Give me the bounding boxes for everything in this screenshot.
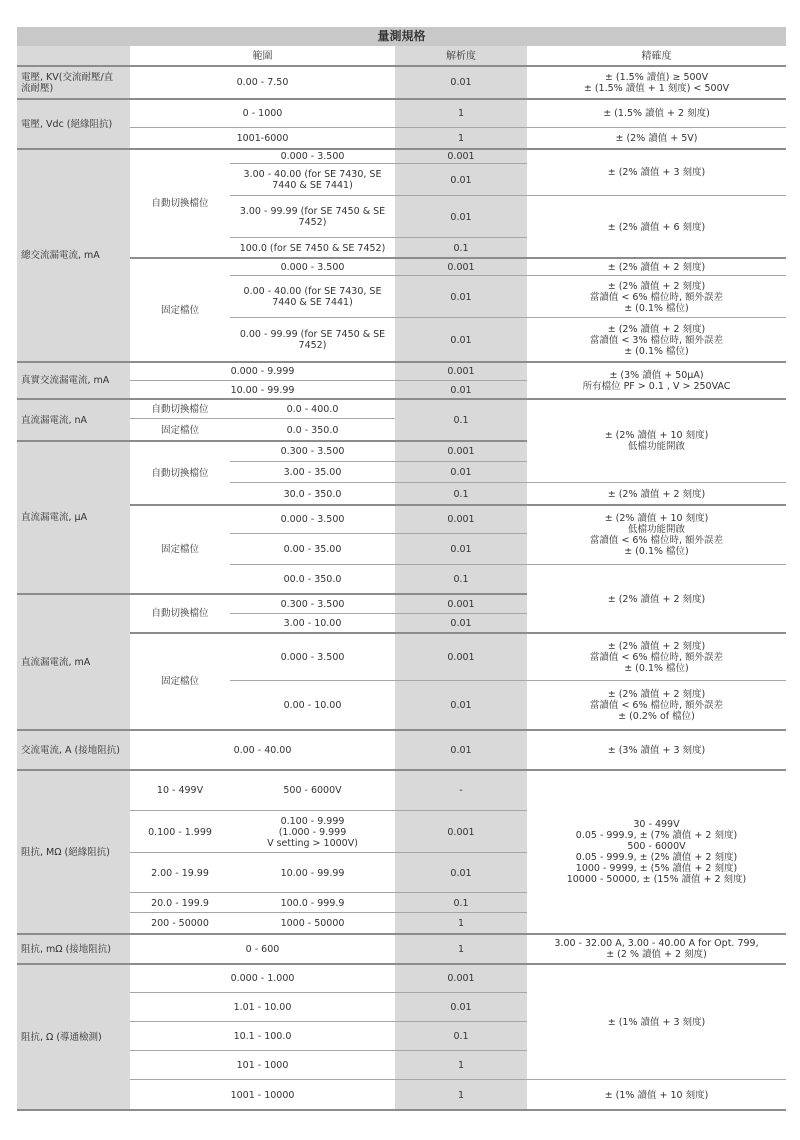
divider [230, 482, 786, 483]
ac-range-6: 0.00 - 40.00 (for SE 7430, SE 7440 & SE 7441) [243, 286, 382, 308]
ac-range-4: 100.0 (for SE 7450 & SE 7452) [239, 242, 386, 254]
label-dc-ma: 直流漏電流, mA [17, 594, 130, 730]
mohm-resolution-2: 0.001 [447, 826, 475, 838]
ac-resolution-2: 0.01 [450, 174, 472, 186]
label-res-mohm: 阻抗, MΩ (絕緣阻抗) [17, 770, 130, 934]
mohm-range-b-2: 0.100 - 9.999 (1.000 - 9.999 V setting > 1000V) [267, 815, 358, 849]
header-accuracy: 精確度 [641, 50, 672, 62]
ohm-resolution-5: 1 [457, 1089, 465, 1101]
mohm-range-b-4: 100.0 - 999.9 [280, 897, 345, 909]
ac-sub-fixed: 固定檔位 [160, 304, 199, 316]
ohm-resolution-4: 1 [457, 1060, 465, 1071]
label-vdc: 電壓, Vdc (絕緣阻抗) [17, 99, 130, 149]
ac-a-resolution: 0.01 [450, 744, 472, 756]
section-divider [130, 632, 786, 634]
na-range-1: 0.0 - 400.0 [286, 403, 339, 415]
na-range-2: 0.0 - 350.0 [286, 424, 339, 436]
ua-range-6: 00.0 - 350.0 [283, 574, 342, 585]
ohm-resolution-2: 0.01 [450, 1002, 472, 1013]
label-true-ac: 真實交流漏電流, mA [17, 362, 130, 399]
ma-resolution-3: 0.001 [447, 651, 475, 663]
label-res-mohm-ground: 阻抗, mΩ (接地阻抗) [17, 934, 130, 964]
divider [230, 195, 786, 196]
na-sub-auto: 自動切換檔位 [151, 403, 209, 415]
ua-range-1: 0.300 - 3.500 [280, 446, 345, 457]
ma-resolution-4: 0.01 [450, 700, 472, 711]
mohm-range-b-5: 1000 - 50000 [280, 918, 345, 929]
section-divider [17, 65, 786, 67]
ac-accuracy-1-2: ± (2% 讀值 + 3 刻度) [607, 167, 706, 178]
section-divider [17, 440, 527, 442]
divider [230, 564, 786, 565]
section-divider [17, 593, 527, 595]
mohm-ground-range: 0 - 600 [245, 943, 280, 955]
ac-accuracy-7: ± (2% 讀值 + 2 刻度) 當讀值 < 3% 檔位時, 額外誤差 ± (0.1% 檔位) [589, 323, 724, 357]
ac-accuracy-5: ± (2% 讀值 + 2 刻度) [607, 261, 706, 273]
section-divider [17, 729, 786, 731]
divider [230, 275, 786, 276]
divider [230, 317, 786, 318]
ac-resolution-1: 0.001 [447, 151, 475, 162]
section-divider [17, 933, 786, 935]
divider [230, 237, 527, 238]
ac-resolution-6: 0.01 [450, 291, 472, 303]
ohm-range-5: 1001 - 10000 [230, 1089, 295, 1101]
ohm-range-1: 0.000 - 1.000 [230, 973, 295, 984]
ac-resolution-4: 0.1 [453, 242, 469, 254]
divider [130, 912, 527, 913]
section-divider [17, 98, 786, 100]
ohm-range-3: 10.1 - 100.0 [233, 1031, 292, 1042]
ua-accuracy-4-5: ± (2% 讀值 + 10 刻度) 低檔功能開啟 當讀值 < 6% 檔位時, 額外誤差 ± (0.1% 檔位) [589, 513, 724, 557]
divider [130, 418, 395, 419]
label-res-ohm: 阻抗, Ω (導通檢測) [17, 964, 130, 1110]
na-sub-fixed: 固定檔位 [160, 424, 199, 436]
section-divider [17, 148, 786, 150]
ma-range-2: 3.00 - 10.00 [283, 618, 342, 629]
ac-a-accuracy: ± (3% 讀值 + 3 刻度) [607, 744, 706, 756]
ac-range-1: 0.000 - 3.500 [280, 151, 345, 162]
header-resolution: 解析度 [395, 46, 527, 66]
ua-resolution-4: 0.001 [447, 514, 475, 525]
table-title: 量測規格 [17, 27, 786, 46]
ua-resolution-1: 0.001 [447, 446, 475, 457]
vdc-range-1: 0 - 1000 [242, 108, 283, 119]
mohm-resolution-3: 0.01 [450, 867, 472, 879]
vdc-range-2: 1001-6000 [236, 133, 289, 144]
vdc-accuracy-2: ± (2% 讀值 + 5V) [615, 133, 698, 144]
ua-range-4: 0.000 - 3.500 [280, 514, 345, 525]
ac-resolution-7: 0.01 [450, 334, 472, 346]
kv-accuracy: ± (1.5% 讀值) ≥ 500V ± (1.5% 讀值 + 1 刻度) < 500V [583, 71, 730, 94]
ma-accuracy-3: ± (2% 讀值 + 2 刻度) 當讀值 < 6% 檔位時, 額外誤差 ± (0.1% 檔位) [589, 640, 724, 674]
ohm-accuracy-1-4: ± (1% 讀值 + 3 刻度) [607, 1016, 706, 1028]
divider [130, 852, 527, 853]
mohm-range-b-3: 10.00 - 99.99 [280, 867, 345, 879]
true-ac-resolution-1: 0.001 [447, 366, 475, 377]
ua-resolution-5: 0.01 [450, 544, 472, 555]
ma-range-1: 0.300 - 3.500 [280, 598, 345, 610]
ua-sub-auto: 自動切換檔位 [151, 467, 209, 479]
ma-accuracy-4: ± (2% 讀值 + 2 刻度) 當讀值 < 6% 檔位時, 額外誤差 ± (0.2% of 檔位) [589, 689, 724, 722]
mohm-range-a-2: 0.100 - 1.999 [148, 826, 212, 838]
ua-resolution-6: 0.1 [453, 574, 469, 585]
divider [130, 892, 527, 893]
ua-resolution-3: 0.1 [453, 488, 469, 500]
ohm-range-2: 1.01 - 10.00 [233, 1002, 292, 1013]
true-ac-range-2: 10.00 - 99.99 [230, 384, 295, 396]
divider [230, 163, 527, 164]
ua-accuracy-3: ± (2% 讀值 + 2 刻度) [607, 488, 706, 500]
ac-a-range: 0.00 - 40.00 [233, 744, 292, 756]
mohm-resolution-1: - [459, 785, 463, 796]
ma-range-3: 0.000 - 3.500 [280, 651, 345, 663]
divider [230, 680, 786, 681]
na-resolution: 0.1 [453, 414, 469, 426]
mohm-resolution-5: 1 [457, 918, 465, 929]
mohm-ground-accuracy: 3.00 - 32.00 A, 3.00 - 40.00 A for Opt. 799, ± (2 % 讀值 + 2 刻度) [554, 938, 759, 960]
divider [130, 127, 786, 128]
divider [130, 1050, 527, 1051]
divider [130, 810, 527, 811]
section-divider [130, 257, 786, 259]
ua-range-3: 30.0 - 350.0 [283, 488, 342, 500]
ac-accuracy-6: ± (2% 讀值 + 2 刻度) 當讀值 < 6% 檔位時, 額外誤差 ± (0.1% 檔位) [589, 280, 724, 314]
ma-sub-auto: 自動切換檔位 [151, 608, 209, 619]
ohm-range-4: 101 - 1000 [236, 1060, 289, 1071]
ua-resolution-2: 0.01 [450, 467, 472, 478]
ohm-accuracy-5: ± (1% 讀值 + 10 刻度) [604, 1089, 709, 1101]
vdc-resolution-1: 1 [457, 108, 465, 119]
section-divider [17, 398, 786, 400]
vdc-resolution-2: 1 [457, 133, 465, 144]
ac-range-2: 3.00 - 40.00 (for SE 7430, SE 7440 & SE 7441) [243, 169, 382, 191]
divider [230, 533, 527, 534]
ac-resolution-3: 0.01 [450, 211, 472, 223]
section-divider [17, 963, 786, 965]
mohm-resolution-4: 0.1 [453, 897, 469, 909]
true-ac-resolution-2: 0.01 [450, 384, 472, 396]
kv-range: 0.00 - 7.50 [236, 77, 289, 88]
divider [130, 1079, 786, 1080]
mohm-range-a-5: 200 - 50000 [151, 918, 209, 929]
ac-resolution-5: 0.001 [447, 261, 475, 273]
label-ac-leakage: 總交流漏電流, mA [17, 149, 130, 362]
label-kv: 電壓, KV(交流耐壓/直 流耐壓) [17, 66, 130, 99]
ohm-resolution-1: 0.001 [447, 973, 475, 984]
ma-resolution-1: 0.001 [447, 598, 475, 610]
mohm-range-b-1: 500 - 6000V [283, 785, 342, 796]
vdc-accuracy-1: ± (1.5% 讀值 + 2 刻度) [603, 108, 710, 119]
label-ac-a: 交流電流, A (接地阻抗) [17, 730, 130, 770]
header-blank [17, 46, 130, 66]
ac-range-5: 0.000 - 3.500 [280, 261, 345, 273]
ua-range-5: 0.00 - 35.00 [283, 544, 342, 555]
section-divider [17, 769, 786, 771]
ma-range-4: 0.00 - 10.00 [283, 700, 342, 711]
mohm-range-a-4: 20.0 - 199.9 [151, 897, 209, 909]
ac-sub-auto: 自動切換檔位 [151, 198, 209, 209]
mohm-range-a-1: 10 - 499V [156, 785, 204, 796]
divider [130, 380, 527, 381]
divider [230, 461, 527, 462]
section-divider [17, 361, 786, 363]
ua-range-2: 3.00 - 35.00 [283, 467, 342, 478]
ua-ma-accuracy: ± (2% 讀值 + 2 刻度) [607, 593, 706, 605]
kv-resolution: 0.01 [450, 77, 472, 88]
label-dc-ua: 直流漏電流, μA [17, 441, 130, 594]
ma-resolution-2: 0.01 [450, 618, 472, 629]
section-divider [17, 1109, 786, 1111]
true-ac-range-1: 0.000 - 9.999 [230, 366, 295, 377]
header-range: 範圍 [252, 50, 273, 62]
true-ac-accuracy: ± (3% 讀值 + 50μA) 所有檔位 PF > 0.1 , V > 250VAC [582, 369, 731, 392]
ma-sub-fixed: 固定檔位 [160, 676, 199, 687]
divider [230, 613, 527, 614]
mohm-range-a-3: 2.00 - 19.99 [151, 867, 209, 879]
section-divider [130, 504, 786, 506]
divider [130, 1021, 527, 1022]
ohm-resolution-3: 0.1 [453, 1031, 469, 1042]
ac-accuracy-3-4: ± (2% 讀值 + 6 刻度) [607, 221, 706, 233]
mohm-accuracy: 30 - 499V 0.05 - 999.9, ± (7% 讀值 + 2 刻度) 500 - 6000V 0.05 - 999.9, ± (2% 讀值 + 2 刻度) 1000 - 9999, ± (5% 讀值 + 2 刻度) 10000 - 50000, ± (15% 讀值 + 2 刻度) [566, 819, 747, 885]
ac-range-7: 0.00 - 99.99 (for SE 7450 & SE 7452) [239, 329, 386, 351]
ua-sub-fixed: 固定檔位 [160, 544, 199, 555]
ac-range-3: 3.00 - 99.99 (for SE 7450 & SE 7452) [239, 206, 386, 228]
na-ua-accuracy: ± (2% 讀值 + 10 刻度) 低檔功能開啟 [604, 430, 709, 452]
divider [130, 992, 527, 993]
mohm-ground-resolution: 1 [457, 943, 465, 955]
label-dc-na: 直流漏電流, nA [17, 399, 130, 441]
